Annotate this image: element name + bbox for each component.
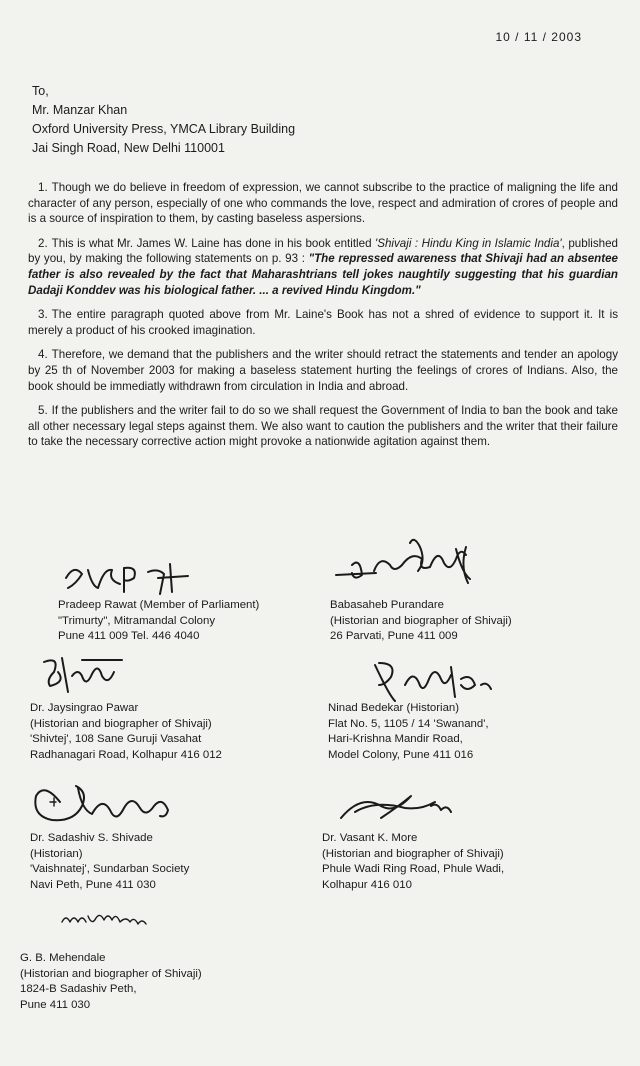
signatory-address: Kolhapur 416 010 bbox=[322, 878, 412, 891]
signature-mehendale bbox=[58, 908, 168, 932]
signatory-title: (Historian) bbox=[30, 847, 83, 860]
signatory-shivade bbox=[30, 831, 189, 893]
paragraph-text: This is what Mr. James W. Laine has done in his book entitled bbox=[51, 236, 376, 250]
signatory-name: Dr. Vasant K. More bbox=[322, 832, 418, 844]
paragraph-number: 3. bbox=[38, 308, 48, 322]
signatory-bedekar bbox=[328, 701, 489, 763]
address-line1: Oxford University Press, YMCA Library Building bbox=[32, 122, 296, 136]
recipient-address bbox=[32, 82, 295, 158]
paragraph-number: 5. bbox=[38, 404, 48, 418]
paragraph-2 bbox=[28, 236, 618, 298]
signatory-name: Pradeep Rawat (Member of Parliament) bbox=[58, 599, 260, 611]
signatory-address: Phule Wadi Ring Road, Phule Wadi, bbox=[322, 863, 505, 875]
signature-pawar bbox=[32, 652, 132, 702]
paragraph-text: If the publishers and the writer fail to do so we shall request the Government of India to ban the book and take all other necessary legal steps against them. We also want to caution the publishers and the writer that their failure to take the necessary corrective action might provoke a nationwide agitation against them. bbox=[28, 404, 618, 449]
signatory-address: Pune 411 030 bbox=[20, 998, 91, 1011]
signatory-mehendale bbox=[20, 951, 202, 1013]
signatory-name: Ninad Bedekar (Historian) bbox=[328, 702, 460, 714]
signatory-address: Flat No. 5, 1105 / 14 'Swanand', bbox=[328, 717, 489, 730]
signatory-title: (Historian and biographer of Shivaji) bbox=[20, 967, 202, 980]
signatory-name: Dr. Jaysingrao Pawar bbox=[30, 702, 139, 714]
address-to: To, bbox=[32, 84, 49, 98]
signatory-address: Model Colony, Pune 411 016 bbox=[328, 748, 474, 761]
paragraph-number: 1. bbox=[38, 181, 48, 194]
signatory-address: Hari-Krishna Mandir Road, bbox=[328, 733, 463, 745]
signatory-more bbox=[322, 831, 504, 893]
signatory-address: Navi Peth, Pune 411 030 bbox=[30, 878, 156, 891]
signatory-name: G. B. Mehendale bbox=[20, 952, 106, 964]
signatory-pawar bbox=[30, 701, 222, 763]
signatory-address: 26 Parvati, Pune 411 009 bbox=[330, 630, 458, 642]
paragraph-4 bbox=[28, 347, 618, 394]
signature-purandare bbox=[330, 535, 500, 595]
quoted-statement: "The repressed awareness that Shivaji had an absentee father is also revealed by the fact that Maharashtrians tell jokes naughtily suggesting that his guardian Dadaji Konddev was his biological father. ... a revived Hindu Kingdom." bbox=[28, 252, 619, 297]
letter-body bbox=[28, 180, 618, 459]
signatory-address: Radhanagari Road, Kolhapur 416 012 bbox=[30, 748, 222, 761]
signatory-title: (Historian and biographer of Shivaji) bbox=[30, 717, 212, 730]
signatory-purandare bbox=[330, 598, 512, 645]
signature-shivade bbox=[30, 768, 190, 833]
paragraph-text: Though we do believe in freedom of expression, we cannot subscribe to the practice of maligning the life and character of any person, especially of one who commands the love, respect and admiration of crores of people and is a source of inspiration to them, by casting baseless aspersions. bbox=[28, 181, 618, 226]
book-title: 'Shivaji : Hindu King in Islamic India' bbox=[375, 236, 562, 250]
signatory-name: Dr. Sadashiv S. Shivade bbox=[30, 832, 153, 844]
signatory-title: (Historian and biographer of Shivaji) bbox=[330, 614, 512, 627]
signatory-address: 'Vaishnatej', Sundarban Society bbox=[30, 863, 190, 875]
signatory-title: (Historian and biographer of Shivaji) bbox=[322, 847, 504, 860]
paragraph-text: , published by you, by making the following statements on p. 93 : bbox=[28, 236, 618, 266]
letter-date: 10 / 11 / 2003 bbox=[495, 30, 582, 44]
signature-rawat bbox=[58, 558, 208, 598]
signatory-address: Pune 411 009 Tel. 446 4040 bbox=[58, 630, 200, 642]
signatory-address: "Trimurty", Mitramandal Colony bbox=[58, 614, 216, 627]
paragraph-5 bbox=[28, 403, 618, 450]
signatory-rawat bbox=[58, 598, 259, 645]
paragraph-number: 2. bbox=[38, 236, 48, 250]
signature-more bbox=[335, 788, 465, 828]
signatory-address: 'Shivtej', 108 Sane Guruji Vasahat bbox=[30, 733, 202, 745]
signatory-name: Babasaheb Purandare bbox=[330, 599, 444, 611]
address-line2: Jai Singh Road, New Delhi 110001 bbox=[32, 141, 225, 155]
paragraph-text: Therefore, we demand that the publishers and the writer should retract the statements and tender an apology by 25 th of November 2003 for making a baseless statement hurting the feelings of crores of Indians. Also, the book should be immediatly withdrawn from circulation in India and abroad. bbox=[28, 348, 618, 393]
paragraph-1 bbox=[28, 180, 618, 227]
address-name: Mr. Manzar Khan bbox=[32, 103, 128, 117]
paragraph-3 bbox=[28, 307, 618, 338]
signatory-address: 1824-B Sadashiv Peth, bbox=[20, 983, 137, 995]
paragraph-text: The entire paragraph quoted above from Mr. Laine's Book has not a shred of evidence to support it. It is merely a product of his crooked imagination. bbox=[28, 308, 618, 337]
paragraph-number: 4. bbox=[38, 348, 48, 362]
